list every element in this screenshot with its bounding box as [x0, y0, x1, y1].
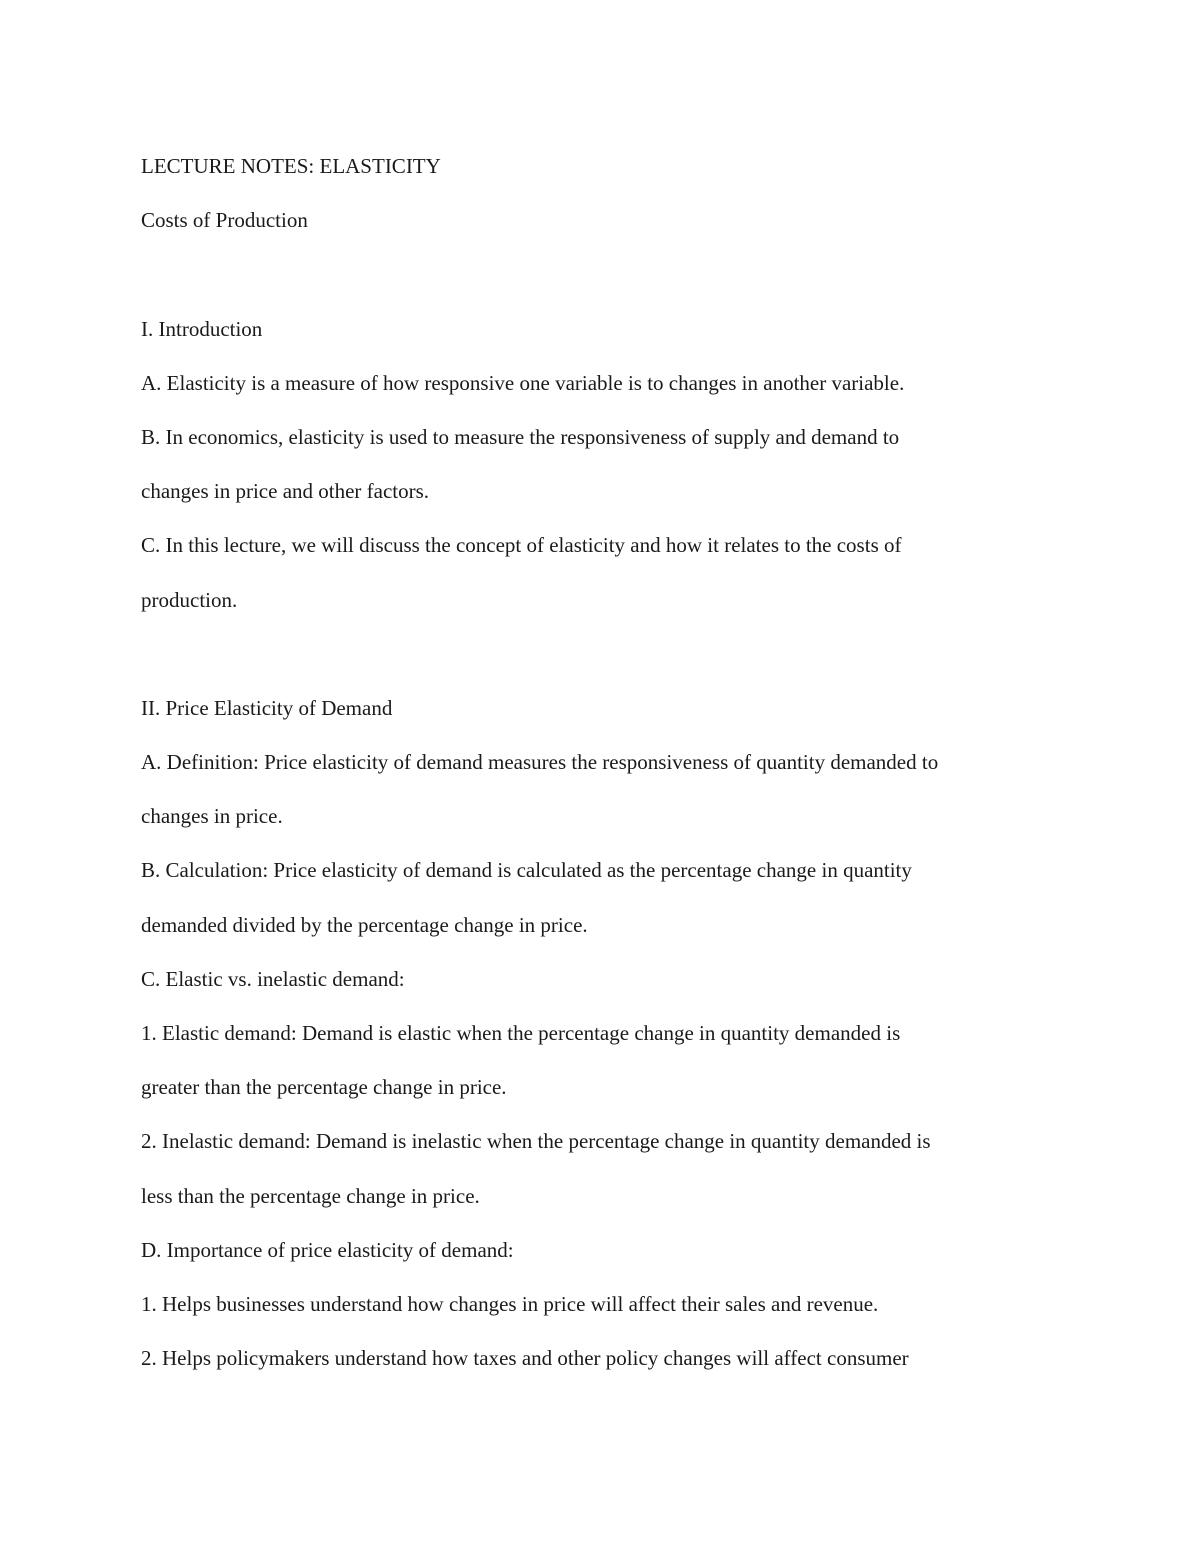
ped-point-d: D. Importance of price elasticity of demand:: [141, 1237, 514, 1262]
ped-point-c1-line2: greater than the percentage change in price.: [141, 1075, 507, 1100]
spacer: [141, 627, 1061, 681]
document-subtitle: Costs of Production: [141, 208, 308, 233]
intro-point-c-line2: production.: [141, 587, 238, 612]
ped-point-b-line1: B. Calculation: Price elasticity of demand is calculated as the percentage change in quantity: [141, 858, 912, 883]
ped-point-c: C. Elastic vs. inelastic demand:: [141, 966, 405, 991]
ped-point-c2-line1: 2. Inelastic demand: Demand is inelastic when the percentage change in quantity demanded is: [141, 1129, 931, 1154]
section-heading-introduction: I. Introduction: [141, 316, 263, 341]
ped-point-c1-line1: 1. Elastic demand: Demand is elastic when the percentage change in quantity demanded is: [141, 1021, 901, 1045]
spacer: [141, 247, 1061, 301]
intro-point-b-line2: changes in price and other factors.: [141, 479, 430, 504]
intro-point-b-line1: B. In economics, elasticity is used to measure the responsiveness of supply and demand to: [141, 424, 900, 449]
intro-point-c-line1: C. In this lecture, we will discuss the concept of elasticity and how it relates to the costs of: [141, 533, 902, 558]
section-heading-price-elasticity: II. Price Elasticity of Demand: [141, 695, 393, 720]
ped-point-d2: 2. Helps policymakers understand how taxes and other policy changes will affect consumer: [141, 1346, 909, 1371]
ped-point-b-line2: demanded divided by the percentage change in price.: [141, 912, 588, 937]
document-body: [141, 139, 1061, 1385]
intro-point-a: A. Elasticity is a measure of how responsive one variable is to changes in another variable.: [141, 370, 905, 395]
document-title: LECTURE NOTES: ELASTICITY: [141, 154, 441, 178]
ped-point-d1: 1. Helps businesses understand how changes in price will affect their sales and revenue.: [141, 1291, 879, 1316]
ped-point-a-line1: A. Definition: Price elasticity of demand measures the responsiveness of quantity demanded to: [141, 750, 939, 775]
ped-point-a-line2: changes in price.: [141, 804, 283, 829]
ped-point-c2-line2: less than the percentage change in price.: [141, 1183, 480, 1208]
